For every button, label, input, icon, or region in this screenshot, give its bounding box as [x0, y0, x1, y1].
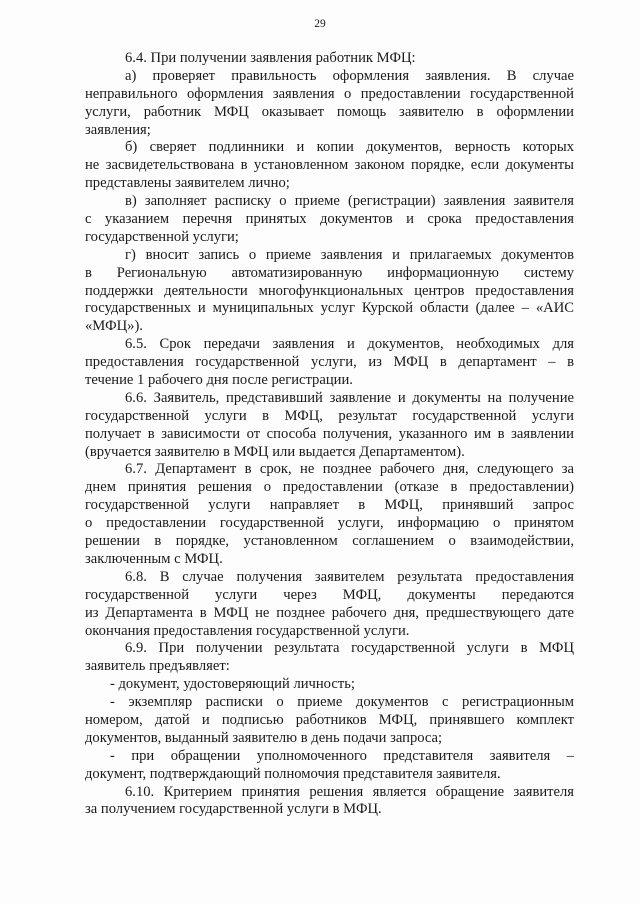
text-line: 6.8. В случае получения заявителем результата предоставления — [125, 568, 574, 585]
text-line: «МФЦ»). — [85, 318, 143, 335]
text-line: г) вносит запись о приеме заявления и прилагаемых документов — [125, 246, 574, 263]
text-line: за получением государственной услуги в МФЦ. — [85, 801, 382, 818]
text-line: - экземпляр расписки о приеме документов с регистрационным — [110, 694, 574, 711]
text-line: о предоставлении государственной услуги, информацию о принятом — [85, 515, 574, 532]
body-text — [85, 50, 574, 819]
text-line: 6.7. Департамент в срок, не позднее рабочего дня, следующего за — [125, 461, 574, 478]
text-line: окончания предоставления государственной услуги. — [85, 622, 410, 639]
text-line: в) заполняет расписку о приеме (регистрации) заявления заявителя — [125, 193, 574, 210]
text-line: заявитель предъявляет: — [85, 658, 230, 675]
text-line: в Региональную автоматизированную информационную систему — [85, 264, 574, 281]
text-line: (вручается заявителю в МФЦ или выдается Департаментом). — [85, 443, 465, 460]
text-line: государственных и муниципальных услуг Курской области (далее – «АИС — [85, 300, 574, 317]
text-line: получает в зависимости от способа получения, указанного им в заявлении — [85, 425, 574, 442]
text-line: 6.5. Срок передачи заявления и документов, необходимых для — [125, 336, 574, 353]
text-line: заключенным с МФЦ. — [85, 550, 223, 567]
text-line: заявления; — [85, 121, 151, 138]
text-line: неправильного оформления заявления о предоставлении государственной — [85, 85, 574, 102]
text-line: 6.6. Заявитель, представивший заявление и документы на получение — [125, 389, 574, 406]
text-line: государственной услуги направляет в МФЦ, принявший запрос — [85, 497, 574, 514]
text-line: решении в порядке, установленном соглашением о взаимодействии, — [85, 533, 574, 550]
text-line: государственной услуги через МФЦ, документы передаются — [85, 586, 574, 603]
text-line: документ, подтверждающий полномочия представителя заявителя. — [85, 765, 501, 782]
text-line: 6.10. Критерием принятия решения является обращение заявителя — [125, 783, 574, 800]
text-line: поддержки деятельности многофункциональных центров предоставления — [85, 282, 574, 299]
text-line: - документ, удостоверяющий личность; — [110, 676, 355, 693]
text-line: 6.9. При получении результата государственной услуги в МФЦ — [125, 640, 574, 657]
text-line: а) проверяет правильность оформления заявления. В случае — [125, 67, 574, 84]
text-line: государственной услуги; — [85, 228, 239, 245]
text-line: услуги, работник МФЦ оказывает помощь заявителю в оформлении — [85, 103, 574, 120]
text-line: течение 1 рабочего дня после регистрации. — [85, 372, 353, 389]
text-line: - при обращении уполномоченного представителя заявителя – — [110, 747, 574, 764]
text-line: днем принятия решения о предоставлении (отказе в предоставлении) — [85, 479, 574, 496]
text-line: государственной услуги в МФЦ, результат государственной услуги — [85, 407, 574, 424]
text-line: документов, выданный заявителю в день подачи запроса; — [85, 729, 443, 746]
text-line: б) сверяет подлинники и копии документов, верность которых — [125, 139, 574, 156]
text-line: 6.4. При получении заявления работник МФЦ: — [125, 50, 416, 66]
text-line: предоставления государственной услуги, из МФЦ в департамент – в — [85, 354, 574, 371]
text-line: номером, датой и подписью работников МФЦ, принявшего комплект — [85, 711, 574, 728]
text-line: с указанием перечня принятых документов и срока предоставления — [85, 211, 574, 228]
page-number: 29 — [314, 18, 326, 30]
text-line: не засвидетельствована в установленном законом порядке, если документы — [85, 157, 574, 174]
text-line: представлены заявителем лично; — [85, 175, 290, 192]
text-line: из Департамента в МФЦ не позднее рабочего дня, предшествующего дате — [85, 604, 574, 621]
